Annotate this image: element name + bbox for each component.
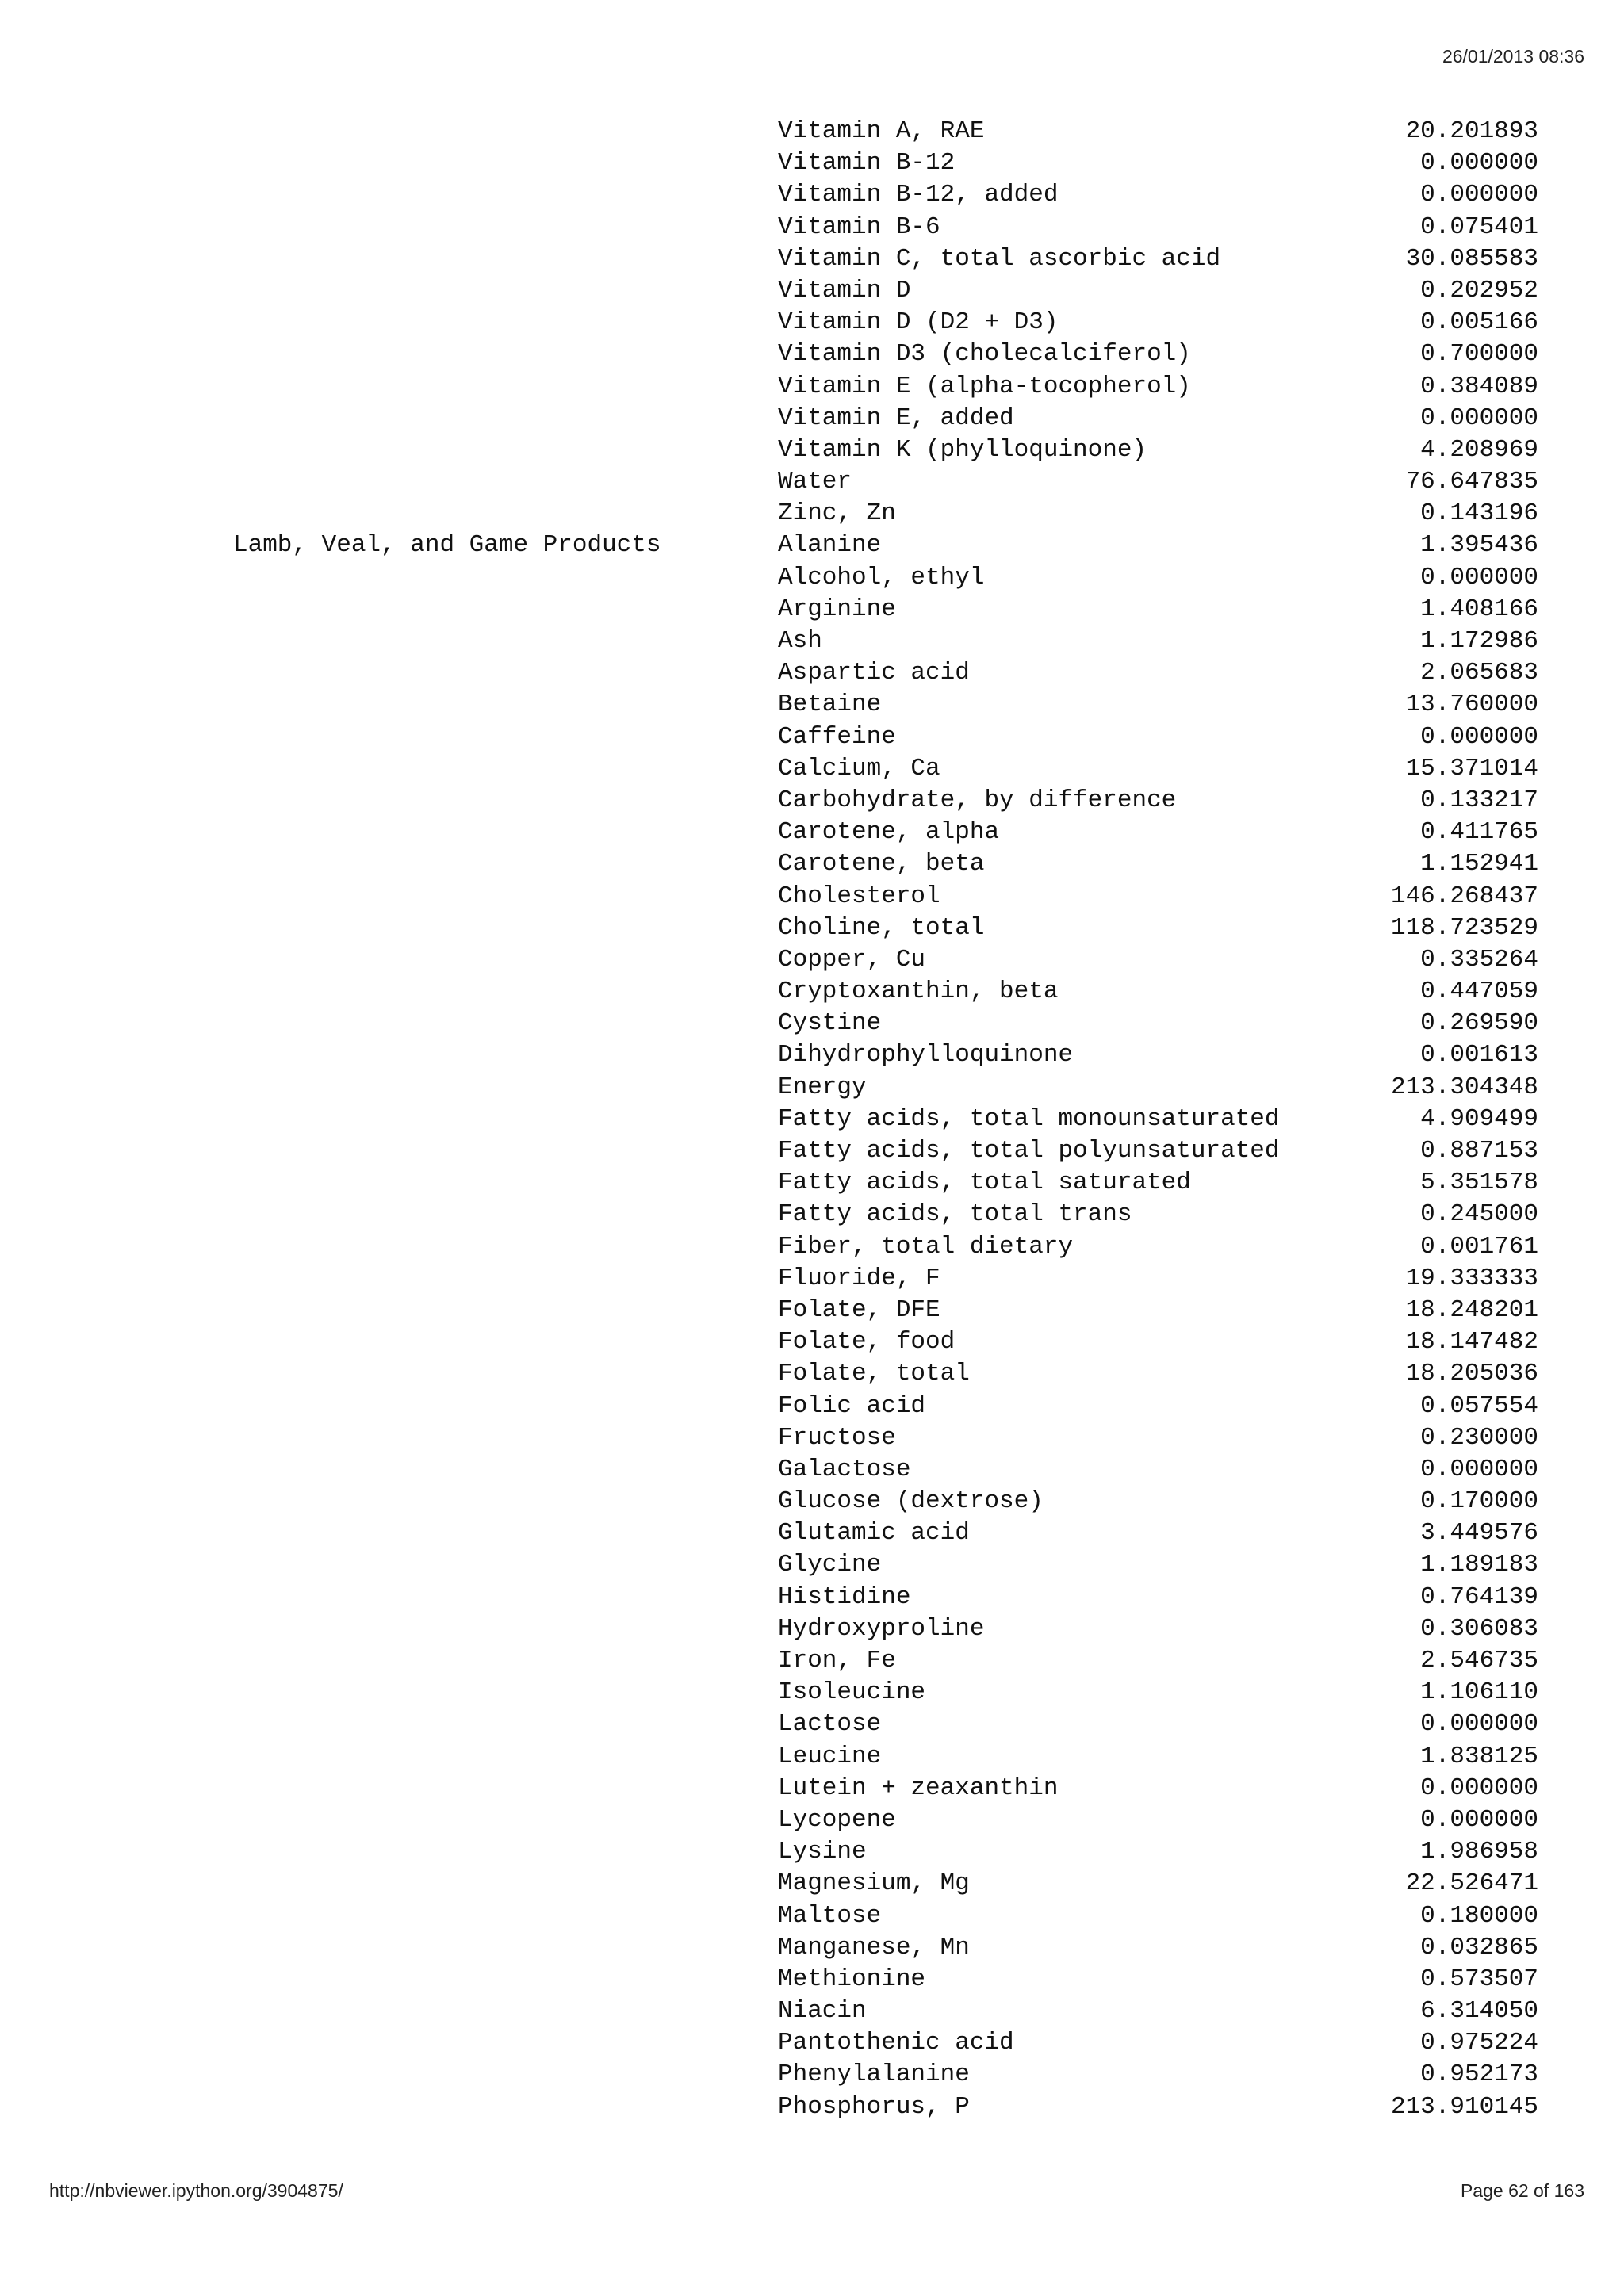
table-row [0, 307, 1624, 339]
nutrient-value-cell: 213.910145 [1390, 2092, 1538, 2121]
nutrient-value-cell: 0.000000 [1420, 1805, 1538, 1834]
table-row [0, 1104, 1624, 1135]
nutrient-value-cell: 146.268437 [1390, 882, 1538, 910]
nutrient-name-cell: Lutein + zeaxanthin [778, 1774, 1059, 1802]
nutrient-name-cell: Vitamin E (alpha-tocopherol) [778, 372, 1191, 400]
nutrient-name-cell: Manganese, Mn [778, 1933, 970, 1961]
nutrient-value-cell: 2.546735 [1420, 1647, 1538, 1674]
nutrient-value-cell: 0.000000 [1420, 1774, 1538, 1802]
nutrient-name-cell: Pantothenic acid [778, 2029, 1014, 2057]
nutrient-name-cell: Fatty acids, total trans [778, 1200, 1132, 1229]
nutrient-name-cell: Vitamin A, RAE [778, 117, 985, 145]
nutrient-value-cell: 0.000000 [1420, 1710, 1538, 1739]
nutrient-name-cell: Carbohydrate, by difference [778, 786, 1177, 814]
nutrient-name-cell: Niacin [778, 1997, 867, 2026]
nutrient-value-cell: 0.000000 [1420, 149, 1538, 178]
table-row [0, 530, 1624, 561]
nutrient-name-cell: Vitamin B-6 [778, 212, 940, 241]
nutrient-name-cell: Leucine [778, 1742, 882, 1770]
nutrient-value-cell: 0.447059 [1420, 978, 1538, 1006]
nutrient-name-cell: Vitamin E, added [778, 404, 1014, 432]
table-row [0, 1391, 1624, 1422]
table-row [0, 1741, 1624, 1773]
page-number: Page 62 of 163 [1460, 2180, 1584, 2201]
nutrient-value-cell: 1.986958 [1420, 1838, 1538, 1866]
table-row [0, 1008, 1624, 1039]
nutrient-value-cell: 0.057554 [1420, 1391, 1538, 1420]
nutrient-table [0, 116, 1624, 2123]
nutrient-value-cell: 1.172986 [1420, 627, 1538, 655]
table-row [0, 1613, 1624, 1645]
nutrient-name-cell: Arginine [778, 595, 896, 623]
table-row [0, 1486, 1624, 1517]
nutrient-value-cell: 1.189183 [1420, 1551, 1538, 1579]
nutrient-value-cell: 0.000000 [1420, 563, 1538, 591]
table-row [0, 1263, 1624, 1295]
nutrient-name-cell: Carotene, beta [778, 850, 985, 878]
table-row [0, 1072, 1624, 1104]
nutrient-value-cell: 0.000000 [1420, 722, 1538, 751]
table-row [0, 1645, 1624, 1677]
nutrient-value-cell: 76.647835 [1405, 468, 1538, 496]
table-row [0, 785, 1624, 817]
nutrient-value-cell: 1.395436 [1420, 531, 1538, 560]
nutrient-name-cell: Isoleucine [778, 1678, 926, 1707]
table-row [0, 1295, 1624, 1326]
nutrient-value-cell: 18.147482 [1405, 1328, 1538, 1357]
table-row [0, 434, 1624, 466]
table-row [0, 466, 1624, 498]
nutrient-name-cell: Vitamin D (D2 + D3) [778, 308, 1059, 337]
nutrient-value-cell: 0.384089 [1420, 372, 1538, 400]
table-row [0, 1709, 1624, 1740]
nutrient-name-cell: Phenylalanine [778, 2061, 970, 2089]
table-row [0, 243, 1624, 275]
nutrient-value-cell: 0.170000 [1420, 1487, 1538, 1516]
table-row [0, 275, 1624, 307]
nutrient-name-cell: Zinc, Zn [778, 499, 896, 528]
nutrient-name-cell: Alanine [778, 531, 882, 560]
nutrient-name-cell: Fatty acids, total polyunsaturated [778, 1137, 1280, 1165]
table-row [0, 753, 1624, 785]
table-row [0, 1932, 1624, 1964]
nutrient-value-cell: 15.371014 [1405, 754, 1538, 783]
nutrient-value-cell: 0.335264 [1420, 945, 1538, 974]
table-row [0, 1231, 1624, 1263]
table-row [0, 339, 1624, 370]
table-row [0, 689, 1624, 721]
table-row [0, 147, 1624, 179]
nutrient-value-cell: 0.001613 [1420, 1041, 1538, 1070]
nutrient-name-cell: Copper, Cu [778, 945, 926, 974]
nutrient-value-cell: 0.075401 [1420, 212, 1538, 241]
table-row [0, 1582, 1624, 1613]
table-row [0, 371, 1624, 403]
nutrient-value-cell: 0.180000 [1420, 1901, 1538, 1930]
nutrient-value-cell: 2.065683 [1420, 659, 1538, 687]
table-row [0, 1454, 1624, 1486]
nutrient-value-cell: 213.304348 [1390, 1073, 1538, 1101]
nutrient-value-cell: 0.000000 [1420, 181, 1538, 209]
nutrient-name-cell: Calcium, Ca [778, 754, 940, 783]
table-row [0, 594, 1624, 626]
nutrient-name-cell: Folate, DFE [778, 1295, 940, 1324]
table-row [0, 116, 1624, 147]
nutrient-value-cell: 1.838125 [1420, 1742, 1538, 1770]
nutrient-value-cell: 1.106110 [1420, 1678, 1538, 1707]
nutrient-name-cell: Folate, total [778, 1360, 970, 1388]
table-row [0, 1677, 1624, 1709]
nutrient-value-cell: 0.032865 [1420, 1933, 1538, 1961]
nutrient-name-cell: Glycine [778, 1551, 882, 1579]
table-row [0, 1549, 1624, 1581]
nutrient-value-cell: 18.248201 [1405, 1295, 1538, 1324]
table-row [0, 1868, 1624, 1900]
nutrient-value-cell: 30.085583 [1405, 244, 1538, 273]
table-row [0, 1135, 1624, 1167]
nutrient-name-cell: Carotene, alpha [778, 818, 1000, 847]
nutrient-value-cell: 0.887153 [1420, 1137, 1538, 1165]
table-row [0, 1167, 1624, 1199]
table-row [0, 1900, 1624, 1932]
nutrient-value-cell: 0.573507 [1420, 1965, 1538, 1993]
table-row [0, 562, 1624, 594]
nutrient-name-cell: Aspartic acid [778, 659, 970, 687]
print-date: 26/01/2013 08:36 [1442, 46, 1584, 67]
nutrient-name-cell: Betaine [778, 691, 882, 719]
nutrient-name-cell: Cryptoxanthin, beta [778, 978, 1059, 1006]
nutrient-value-cell: 0.269590 [1420, 1009, 1538, 1038]
nutrient-name-cell: Fatty acids, total saturated [778, 1169, 1191, 1197]
table-row [0, 2091, 1624, 2123]
table-row [0, 1773, 1624, 1804]
nutrient-name-cell: Choline, total [778, 913, 985, 942]
table-row [0, 179, 1624, 211]
nutrient-value-cell: 0.202952 [1420, 276, 1538, 304]
nutrient-value-cell: 1.152941 [1420, 850, 1538, 878]
nutrient-value-cell: 118.723529 [1390, 913, 1538, 942]
table-row [0, 657, 1624, 689]
nutrient-name-cell: Vitamin D [778, 276, 911, 304]
table-row [0, 403, 1624, 434]
nutrient-name-cell: Fatty acids, total monounsaturated [778, 1104, 1280, 1133]
nutrient-value-cell: 0.700000 [1420, 340, 1538, 369]
nutrient-value-cell: 0.133217 [1420, 786, 1538, 814]
nutrient-name-cell: Iron, Fe [778, 1647, 896, 1674]
table-row [0, 1804, 1624, 1836]
nutrient-value-cell: 0.975224 [1420, 2029, 1538, 2057]
nutrient-name-cell: Cholesterol [778, 882, 940, 910]
nutrient-value-cell: 0.230000 [1420, 1423, 1538, 1452]
nutrient-name-cell: Lactose [778, 1710, 882, 1739]
nutrient-name-cell: Dihydrophylloquinone [778, 1041, 1074, 1070]
nutrient-value-cell: 0.411765 [1420, 818, 1538, 847]
nutrient-value-cell: 0.764139 [1420, 1582, 1538, 1611]
table-row [0, 913, 1624, 944]
nutrient-value-cell: 13.760000 [1405, 691, 1538, 719]
nutrient-name-cell: Vitamin B-12 [778, 149, 956, 178]
nutrient-value-cell: 5.351578 [1420, 1169, 1538, 1197]
nutrient-name-cell: Energy [778, 1073, 867, 1101]
nutrient-name-cell: Cystine [778, 1009, 882, 1038]
table-row [0, 944, 1624, 976]
table-row [0, 1326, 1624, 1358]
nutrient-value-cell: 6.314050 [1420, 1997, 1538, 2026]
nutrient-name-cell: Maltose [778, 1901, 882, 1930]
table-row [0, 817, 1624, 848]
table-row [0, 1996, 1624, 2027]
table-row [0, 881, 1624, 913]
nutrient-value-cell: 0.001761 [1420, 1232, 1538, 1261]
nutrient-value-cell: 18.205036 [1405, 1360, 1538, 1388]
nutrient-value-cell: 1.408166 [1420, 595, 1538, 623]
nutrient-name-cell: Magnesium, Mg [778, 1869, 970, 1898]
food-group-cell: Lamb, Veal, and Game Products [233, 531, 661, 560]
nutrient-name-cell: Vitamin D3 (cholecalciferol) [778, 340, 1191, 369]
table-row [0, 626, 1624, 657]
nutrient-name-cell: Lycopene [778, 1805, 896, 1834]
nutrient-name-cell: Alcohol, ethyl [778, 563, 985, 591]
nutrient-value-cell: 0.005166 [1420, 308, 1538, 337]
nutrient-name-cell: Glucose (dextrose) [778, 1487, 1044, 1516]
table-row [0, 1199, 1624, 1230]
nutrient-name-cell: Fiber, total dietary [778, 1232, 1074, 1261]
nutrient-name-cell: Folic acid [778, 1391, 926, 1420]
table-row [0, 498, 1624, 530]
source-url: http://nbviewer.ipython.org/3904875/ [49, 2180, 343, 2201]
table-row [0, 976, 1624, 1008]
nutrient-name-cell: Water [778, 468, 852, 496]
nutrient-value-cell: 19.333333 [1405, 1264, 1538, 1292]
nutrient-value-cell: 22.526471 [1405, 1869, 1538, 1898]
nutrient-name-cell: Hydroxyproline [778, 1614, 985, 1643]
nutrient-name-cell: Folate, food [778, 1328, 956, 1357]
table-row [0, 721, 1624, 753]
nutrient-name-cell: Ash [778, 627, 822, 655]
nutrient-value-cell: 4.909499 [1420, 1104, 1538, 1133]
nutrient-value-cell: 0.000000 [1420, 404, 1538, 432]
nutrient-value-cell: 3.449576 [1420, 1519, 1538, 1548]
nutrient-value-cell: 4.208969 [1420, 435, 1538, 464]
table-row [0, 1964, 1624, 1996]
table-row [0, 1358, 1624, 1390]
table-row [0, 2027, 1624, 2059]
nutrient-value-cell: 0.952173 [1420, 2061, 1538, 2089]
table-row [0, 212, 1624, 243]
table-row [0, 848, 1624, 880]
table-row [0, 1517, 1624, 1549]
nutrient-name-cell: Histidine [778, 1582, 911, 1611]
nutrient-value-cell: 0.245000 [1420, 1200, 1538, 1229]
nutrient-name-cell: Vitamin K (phylloquinone) [778, 435, 1147, 464]
nutrient-name-cell: Phosphorus, P [778, 2092, 970, 2121]
nutrient-name-cell: Methionine [778, 1965, 926, 1993]
nutrient-value-cell: 0.000000 [1420, 1455, 1538, 1483]
nutrient-value-cell: 0.306083 [1420, 1614, 1538, 1643]
nutrient-name-cell: Galactose [778, 1455, 911, 1483]
nutrient-name-cell: Vitamin B-12, added [778, 181, 1059, 209]
nutrient-name-cell: Caffeine [778, 722, 896, 751]
nutrient-name-cell: Fructose [778, 1423, 896, 1452]
nutrient-value-cell: 20.201893 [1405, 117, 1538, 145]
table-row [0, 1422, 1624, 1454]
table-row [0, 1836, 1624, 1868]
nutrient-value-cell: 0.143196 [1420, 499, 1538, 528]
nutrient-name-cell: Glutamic acid [778, 1519, 970, 1548]
table-row [0, 1039, 1624, 1071]
nutrient-name-cell: Lysine [778, 1838, 867, 1866]
table-row [0, 2059, 1624, 2091]
nutrient-name-cell: Fluoride, F [778, 1264, 940, 1292]
nutrient-name-cell: Vitamin C, total ascorbic acid [778, 244, 1221, 273]
